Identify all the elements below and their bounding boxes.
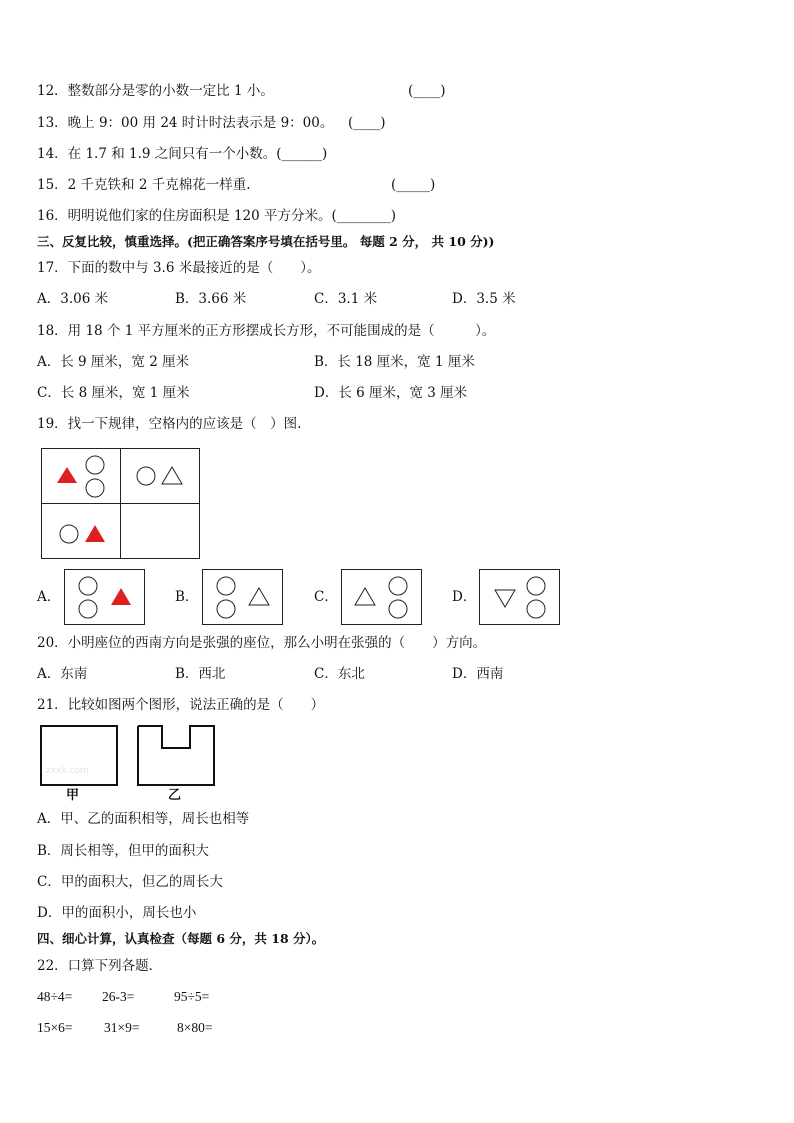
circle-icon — [86, 479, 104, 497]
section-3-heading: 三、反复比较，慎重选择。(把正确答案序号填在括号里。 每题 2 分， 共 10 分)) — [37, 234, 495, 249]
circle-icon — [389, 600, 407, 618]
circle-icon — [60, 525, 78, 543]
triangle-outline-icon — [162, 467, 182, 484]
calc-item[interactable]: 95÷5= — [174, 989, 210, 1004]
q21-option-b[interactable]: B．周长相等，但甲的面积大 — [37, 843, 209, 859]
calc-item[interactable]: 8×80= — [177, 1020, 213, 1035]
question-14: 14．在 1.7 和 1.9 之间只有一个小数。(______) — [37, 146, 328, 162]
q19-option-a-label[interactable]: A． — [37, 589, 61, 605]
q21-option-a[interactable]: A．甲、乙的面积相等，周长也相等 — [37, 811, 250, 827]
circle-icon — [86, 456, 104, 474]
question-20: 20．小明座位的西南方向是张强的座位，那么小明在张强的（ ）方向。 — [37, 635, 487, 651]
q20-option-b[interactable]: B．西北 — [175, 666, 226, 682]
question-17: 17．下面的数中与 3.6 米最接近的是（ ）。 — [37, 260, 321, 276]
q19-option-d-label[interactable]: D． — [452, 589, 477, 605]
q18-option-c[interactable]: C．长 8 厘米，宽 1 厘米 — [37, 385, 190, 401]
q20-option-d[interactable]: D．西南 — [452, 666, 504, 682]
q18-option-d[interactable]: D．长 6 厘米，宽 3 厘米 — [314, 385, 468, 401]
circle-icon — [79, 577, 97, 595]
circle-icon — [527, 600, 545, 618]
question-13: 13．晚上 9：00 用 24 时计时法表示是 9：00。 — [37, 115, 334, 131]
question-18: 18．用 18 个 1 平方厘米的正方形摆成长方形，不可能围成的是（ ）。 — [37, 323, 496, 339]
q17-option-b[interactable]: B．3.66 米 — [175, 291, 247, 307]
answer-blank-13[interactable]: (____) — [348, 115, 386, 131]
shape-yi-figure — [137, 725, 218, 787]
answer-blank-12[interactable]: (____) — [408, 83, 446, 99]
calc-item[interactable]: 15×6= — [37, 1020, 73, 1035]
question-16: 16．明明说他们家的住房面积是 120 平方分米。(________) — [37, 208, 397, 224]
q19-option-d-figure[interactable] — [479, 569, 561, 625]
question-12: 12．整数部分是零的小数一定比 1 小。 — [37, 83, 274, 99]
q17-option-c[interactable]: C．3.1 米 — [314, 291, 378, 307]
q19-option-c-figure[interactable] — [341, 569, 423, 625]
q19-option-b-figure[interactable] — [202, 569, 284, 625]
watermark-text: zxxk.com — [46, 766, 89, 776]
triangle-red-icon — [111, 588, 131, 605]
triangle-outline-icon — [355, 588, 375, 605]
q18-option-b[interactable]: B．长 18 厘米，宽 1 厘米 — [314, 354, 475, 370]
shape-yi-label: 乙 — [168, 788, 182, 803]
pattern-grid-figure — [41, 448, 201, 560]
q21-option-c[interactable]: C．甲的面积大，但乙的周长大 — [37, 874, 223, 890]
triangle-outline-icon — [249, 588, 269, 605]
circle-icon — [389, 577, 407, 595]
q21-option-d[interactable]: D．甲的面积小，周长也小 — [37, 905, 197, 921]
calc-item[interactable]: 26-3= — [102, 989, 135, 1004]
question-22: 22．口算下列各题． — [37, 958, 163, 974]
q17-option-d[interactable]: D．3.5 米 — [452, 291, 516, 307]
circle-icon — [79, 600, 97, 618]
q17-option-a[interactable]: A．3.06 米 — [37, 291, 109, 307]
q19-option-a-figure[interactable] — [64, 569, 146, 625]
question-19: 19．找一下规律，空格内的应该是（ ）图. — [37, 416, 302, 432]
shape-jia-label: 甲 — [66, 788, 80, 803]
section-4-heading: 四、细心计算，认真检查（每题 6 分，共 18 分）。 — [37, 931, 325, 946]
calc-item[interactable]: 48÷4= — [37, 989, 73, 1004]
triangle-red-icon — [57, 467, 77, 483]
circle-icon — [137, 467, 155, 485]
calc-item[interactable]: 31×9= — [104, 1020, 140, 1035]
circle-icon — [217, 600, 235, 618]
circle-icon — [217, 577, 235, 595]
question-15: 15．2 千克铁和 2 千克棉花一样重. — [37, 177, 251, 193]
q20-option-a[interactable]: A．东南 — [37, 666, 88, 682]
triangle-down-outline-icon — [495, 590, 515, 607]
answer-blank-15[interactable]: (_____) — [391, 177, 436, 193]
triangle-red-icon — [85, 525, 105, 542]
q19-option-b-label[interactable]: B． — [175, 589, 199, 605]
q19-option-c-label[interactable]: C． — [314, 589, 338, 605]
question-21: 21．比较如图两个图形，说法正确的是（ ） — [37, 697, 325, 713]
q20-option-c[interactable]: C．东北 — [314, 666, 365, 682]
circle-icon — [527, 577, 545, 595]
q18-option-a[interactable]: A．长 9 厘米，宽 2 厘米 — [37, 354, 190, 370]
